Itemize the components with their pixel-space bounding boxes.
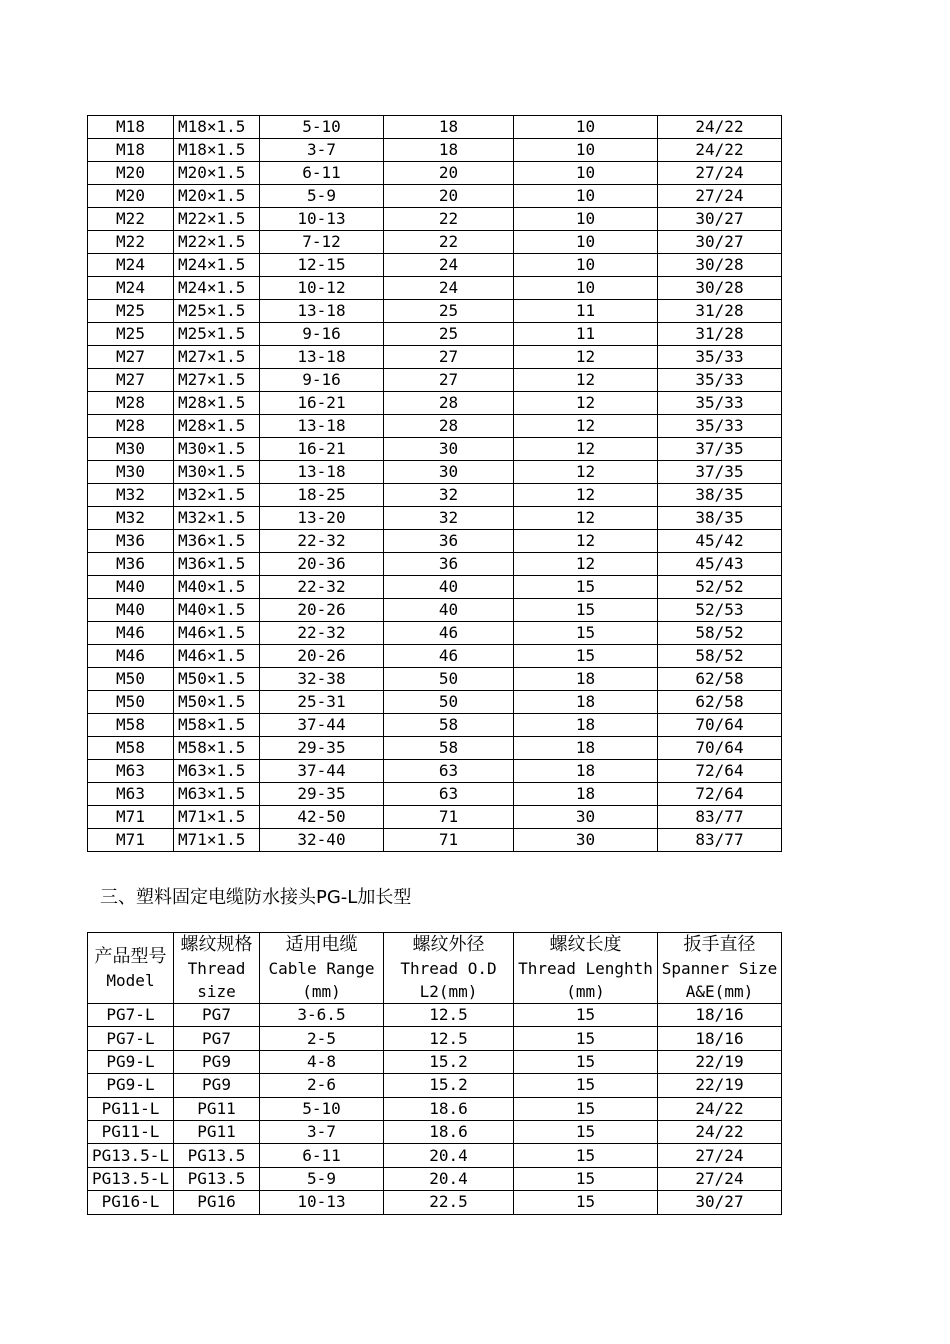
table-row xyxy=(88,254,782,277)
table-cell: 18 xyxy=(514,737,658,760)
table-cell: 22-32 xyxy=(260,576,384,599)
table-cell: PG7-L xyxy=(88,1027,174,1050)
table-cell: 13-18 xyxy=(260,461,384,484)
table-row xyxy=(88,1167,782,1190)
table-cell: PG9-L xyxy=(88,1050,174,1073)
table-cell: 30 xyxy=(514,829,658,852)
table-row xyxy=(88,1144,782,1167)
table-cell: 12-15 xyxy=(260,254,384,277)
table-cell: M22×1.5 xyxy=(174,208,260,231)
table-cell: 37/35 xyxy=(658,438,782,461)
table-cell: M36×1.5 xyxy=(174,530,260,553)
table-cell: 24 xyxy=(384,277,514,300)
table-cell: 36 xyxy=(384,530,514,553)
table-cell: M28 xyxy=(88,392,174,415)
table-row xyxy=(88,760,782,783)
table-cell: M36 xyxy=(88,553,174,576)
table-cell: 22-32 xyxy=(260,622,384,645)
table-row xyxy=(88,829,782,852)
table-cell: M32×1.5 xyxy=(174,507,260,530)
table-cell: PG13.5-L xyxy=(88,1167,174,1190)
table-cell: 24/22 xyxy=(658,1097,782,1120)
table-row xyxy=(88,185,782,208)
table-cell: 13-20 xyxy=(260,507,384,530)
table-cell: 31/28 xyxy=(658,323,782,346)
table-row xyxy=(88,1027,782,1050)
table-cell: 15 xyxy=(514,599,658,622)
table-cell: 83/77 xyxy=(658,829,782,852)
table-cell: M30 xyxy=(88,438,174,461)
table-cell: 10 xyxy=(514,185,658,208)
table-cell: 18-25 xyxy=(260,484,384,507)
table-cell: M25×1.5 xyxy=(174,323,260,346)
table-cell: 18 xyxy=(514,783,658,806)
table-cell: M22×1.5 xyxy=(174,231,260,254)
table-cell: 15 xyxy=(514,1050,658,1073)
table-cell: M58 xyxy=(88,714,174,737)
table-cell: 35/33 xyxy=(658,392,782,415)
table-cell: 29-35 xyxy=(260,783,384,806)
table-cell: M58×1.5 xyxy=(174,737,260,760)
table-row xyxy=(88,1074,782,1097)
table-row xyxy=(88,300,782,323)
table-cell: M63×1.5 xyxy=(174,783,260,806)
table-row xyxy=(88,1191,782,1214)
table-row xyxy=(88,599,782,622)
table-cell: 40 xyxy=(384,599,514,622)
table-cell: 20-36 xyxy=(260,553,384,576)
size-table-metric xyxy=(87,115,782,852)
table-cell: 20-26 xyxy=(260,645,384,668)
table-cell: 13-18 xyxy=(260,415,384,438)
table-cell: M18 xyxy=(88,139,174,162)
table-cell: 10 xyxy=(514,116,658,139)
table-cell: 31/28 xyxy=(658,300,782,323)
table-cell: 27 xyxy=(384,346,514,369)
table-cell: 22 xyxy=(384,208,514,231)
table-cell: M25 xyxy=(88,323,174,346)
table-row xyxy=(88,668,782,691)
table-cell: 63 xyxy=(384,760,514,783)
table-cell: 27 xyxy=(384,369,514,392)
table-cell: 27/24 xyxy=(658,185,782,208)
header-thread-length: 螺纹长度 Thread Lenghth (mm) xyxy=(514,933,658,1004)
table-cell: 15 xyxy=(514,645,658,668)
table-row xyxy=(88,415,782,438)
table-row xyxy=(88,530,782,553)
table-cell: 13-18 xyxy=(260,300,384,323)
table-row xyxy=(88,208,782,231)
table-row xyxy=(88,461,782,484)
section-title: 三、塑料固定电缆防水接头PG-L加长型 xyxy=(100,887,412,908)
table-cell: M30 xyxy=(88,461,174,484)
table-cell: 35/33 xyxy=(658,346,782,369)
table-cell: M63 xyxy=(88,783,174,806)
table-row xyxy=(88,553,782,576)
table-cell: 15 xyxy=(514,622,658,645)
table-cell: 28 xyxy=(384,415,514,438)
table-cell: 15 xyxy=(514,576,658,599)
table-cell: 29-35 xyxy=(260,737,384,760)
table-cell: 70/64 xyxy=(658,714,782,737)
table-cell: M46 xyxy=(88,645,174,668)
table-cell: 63 xyxy=(384,783,514,806)
table-cell: M18×1.5 xyxy=(174,116,260,139)
table-cell: 10-12 xyxy=(260,277,384,300)
table-cell: M24×1.5 xyxy=(174,277,260,300)
table-cell: 2-6 xyxy=(260,1074,384,1097)
table-cell: 58 xyxy=(384,714,514,737)
table-cell: M63×1.5 xyxy=(174,760,260,783)
table-cell: 5-10 xyxy=(260,116,384,139)
table-cell: 52/53 xyxy=(658,599,782,622)
table-row xyxy=(88,691,782,714)
table-cell: M40 xyxy=(88,576,174,599)
table-cell: 24/22 xyxy=(658,1120,782,1143)
table-cell: 18/16 xyxy=(658,1027,782,1050)
table-cell: 5-10 xyxy=(260,1097,384,1120)
table-row xyxy=(88,1004,782,1027)
table-cell: 5-9 xyxy=(260,1167,384,1190)
table-cell: M27×1.5 xyxy=(174,369,260,392)
table-cell: M50×1.5 xyxy=(174,691,260,714)
table-cell: 18 xyxy=(514,714,658,737)
table-cell: M25×1.5 xyxy=(174,300,260,323)
table-cell: M36 xyxy=(88,530,174,553)
table-row xyxy=(88,346,782,369)
table-cell: 62/58 xyxy=(658,691,782,714)
table-cell: 12 xyxy=(514,484,658,507)
table-cell: M71×1.5 xyxy=(174,806,260,829)
table-row xyxy=(88,737,782,760)
table-cell: 12 xyxy=(514,507,658,530)
table-row xyxy=(88,369,782,392)
table-cell: 10 xyxy=(514,139,658,162)
table-cell: 12.5 xyxy=(384,1004,514,1027)
table-cell: 16-21 xyxy=(260,392,384,415)
table-cell: M40 xyxy=(88,599,174,622)
table-cell: 7-12 xyxy=(260,231,384,254)
table-cell: 30/27 xyxy=(658,208,782,231)
table-cell: 32 xyxy=(384,507,514,530)
table-cell: 50 xyxy=(384,691,514,714)
table-cell: 20-26 xyxy=(260,599,384,622)
table-cell: 3-6.5 xyxy=(260,1004,384,1027)
table-cell: 72/64 xyxy=(658,783,782,806)
table-cell: 9-16 xyxy=(260,369,384,392)
table-cell: M40×1.5 xyxy=(174,599,260,622)
table-cell: 20 xyxy=(384,185,514,208)
table-cell: PG7 xyxy=(174,1004,260,1027)
table-cell: 12.5 xyxy=(384,1027,514,1050)
header-thread-od: 螺纹外径 Thread O.D L2(mm) xyxy=(384,933,514,1004)
table-cell: 46 xyxy=(384,645,514,668)
table-cell: 38/35 xyxy=(658,484,782,507)
table-row xyxy=(88,1097,782,1120)
table-cell: 22.5 xyxy=(384,1191,514,1214)
table-cell: M25 xyxy=(88,300,174,323)
table-row xyxy=(88,806,782,829)
table-cell: 15 xyxy=(514,1144,658,1167)
table-row xyxy=(88,714,782,737)
table-cell: M27 xyxy=(88,346,174,369)
size-table-metric-body xyxy=(88,116,782,852)
table-cell: M28 xyxy=(88,415,174,438)
table-cell: 38/35 xyxy=(658,507,782,530)
table-cell: 10 xyxy=(514,162,658,185)
table-cell: 15.2 xyxy=(384,1074,514,1097)
table-cell: 15.2 xyxy=(384,1050,514,1073)
table-cell: M36×1.5 xyxy=(174,553,260,576)
table-cell: 15 xyxy=(514,1097,658,1120)
table-cell: 10 xyxy=(514,254,658,277)
table-cell: M46 xyxy=(88,622,174,645)
table-cell: M24 xyxy=(88,254,174,277)
table-cell: 3-7 xyxy=(260,1120,384,1143)
table-cell: M27×1.5 xyxy=(174,346,260,369)
table-cell: 15 xyxy=(514,1004,658,1027)
table-cell: PG11 xyxy=(174,1097,260,1120)
table-row xyxy=(88,438,782,461)
table-cell: 20 xyxy=(384,162,514,185)
table-cell: 10 xyxy=(514,208,658,231)
table-cell: 12 xyxy=(514,553,658,576)
table-cell: 12 xyxy=(514,415,658,438)
table-cell: 35/33 xyxy=(658,415,782,438)
table-cell: 25 xyxy=(384,300,514,323)
table-cell: 72/64 xyxy=(658,760,782,783)
size-table-pg-l-body xyxy=(88,1004,782,1215)
table-cell: M24 xyxy=(88,277,174,300)
table-cell: M50×1.5 xyxy=(174,668,260,691)
table-cell: 6-11 xyxy=(260,162,384,185)
table-cell: 6-11 xyxy=(260,1144,384,1167)
table-cell: 35/33 xyxy=(658,369,782,392)
table-cell: 30/28 xyxy=(658,277,782,300)
table-cell: PG9 xyxy=(174,1074,260,1097)
table-cell: PG7-L xyxy=(88,1004,174,1027)
table-row xyxy=(88,323,782,346)
table-cell: 71 xyxy=(384,829,514,852)
table-cell: 62/58 xyxy=(658,668,782,691)
table-cell: 22 xyxy=(384,231,514,254)
table-cell: 25-31 xyxy=(260,691,384,714)
table-cell: M30×1.5 xyxy=(174,461,260,484)
table-cell: 22-32 xyxy=(260,530,384,553)
table-cell: PG9-L xyxy=(88,1074,174,1097)
table-cell: 37-44 xyxy=(260,714,384,737)
table-cell: 37-44 xyxy=(260,760,384,783)
table-cell: 18 xyxy=(514,668,658,691)
table-cell: M28×1.5 xyxy=(174,415,260,438)
table-cell: 20.4 xyxy=(384,1167,514,1190)
table-row xyxy=(88,576,782,599)
table-cell: 27/24 xyxy=(658,1144,782,1167)
table-cell: 12 xyxy=(514,438,658,461)
table-cell: 15 xyxy=(514,1120,658,1143)
table-cell: M50 xyxy=(88,668,174,691)
table-row xyxy=(88,645,782,668)
header-model: 产品型号 Model xyxy=(88,933,174,1004)
table-cell: 12 xyxy=(514,369,658,392)
table-cell: 30/27 xyxy=(658,1191,782,1214)
table-cell: 15 xyxy=(514,1191,658,1214)
table-cell: 24 xyxy=(384,254,514,277)
table-cell: 32-40 xyxy=(260,829,384,852)
table-cell: 24/22 xyxy=(658,116,782,139)
table-row xyxy=(88,116,782,139)
table-cell: M24×1.5 xyxy=(174,254,260,277)
table-cell: M71 xyxy=(88,806,174,829)
table-row xyxy=(88,1050,782,1073)
table-cell: M71×1.5 xyxy=(174,829,260,852)
table-cell: 4-8 xyxy=(260,1050,384,1073)
table-cell: PG16 xyxy=(174,1191,260,1214)
table-cell: 40 xyxy=(384,576,514,599)
table-cell: 30 xyxy=(384,461,514,484)
table-cell: M50 xyxy=(88,691,174,714)
table-row xyxy=(88,139,782,162)
table-cell: M58 xyxy=(88,737,174,760)
table-cell: 22/19 xyxy=(658,1050,782,1073)
table-cell: PG16-L xyxy=(88,1191,174,1214)
table-cell: M32 xyxy=(88,507,174,530)
table-cell: M22 xyxy=(88,231,174,254)
table-row xyxy=(88,392,782,415)
table-cell: PG11 xyxy=(174,1120,260,1143)
table-cell: 18.6 xyxy=(384,1097,514,1120)
table-row xyxy=(88,783,782,806)
table-cell: 10 xyxy=(514,231,658,254)
table-cell: M20×1.5 xyxy=(174,162,260,185)
table-cell: 18 xyxy=(384,139,514,162)
table-cell: 28 xyxy=(384,392,514,415)
table-cell: PG13.5 xyxy=(174,1144,260,1167)
table-cell: 36 xyxy=(384,553,514,576)
header-cable-range: 适用电缆 Cable Range (mm) xyxy=(260,933,384,1004)
table-cell: PG13.5-L xyxy=(88,1144,174,1167)
table-cell: 3-7 xyxy=(260,139,384,162)
table-cell: 12 xyxy=(514,461,658,484)
table-cell: 30 xyxy=(384,438,514,461)
size-table-pg-l xyxy=(87,932,782,1215)
table-cell: M63 xyxy=(88,760,174,783)
table-cell: 10 xyxy=(514,277,658,300)
table-cell: 12 xyxy=(514,346,658,369)
table-cell: 2-5 xyxy=(260,1027,384,1050)
table-row xyxy=(88,1120,782,1143)
table-cell: 83/77 xyxy=(658,806,782,829)
table-cell: 11 xyxy=(514,300,658,323)
table-cell: M27 xyxy=(88,369,174,392)
table-cell: 45/42 xyxy=(658,530,782,553)
table-cell: 12 xyxy=(514,392,658,415)
table-row xyxy=(88,507,782,530)
table-cell: M20 xyxy=(88,162,174,185)
table-cell: M46×1.5 xyxy=(174,622,260,645)
table-cell: M22 xyxy=(88,208,174,231)
table-cell: PG11-L xyxy=(88,1097,174,1120)
table-cell: M18×1.5 xyxy=(174,139,260,162)
table-cell: 24/22 xyxy=(658,139,782,162)
table-cell: 27/24 xyxy=(658,1167,782,1190)
table-cell: PG7 xyxy=(174,1027,260,1050)
table-cell: 58 xyxy=(384,737,514,760)
table-cell: 46 xyxy=(384,622,514,645)
table-cell: 13-18 xyxy=(260,346,384,369)
table-cell: M28×1.5 xyxy=(174,392,260,415)
table-cell: 18.6 xyxy=(384,1120,514,1143)
table-cell: 18 xyxy=(384,116,514,139)
table-row xyxy=(88,484,782,507)
table-cell: M32 xyxy=(88,484,174,507)
table-cell: 50 xyxy=(384,668,514,691)
table-cell: 9-16 xyxy=(260,323,384,346)
table-cell: 18 xyxy=(514,760,658,783)
table-cell: 45/43 xyxy=(658,553,782,576)
table-cell: 12 xyxy=(514,530,658,553)
table-row xyxy=(88,231,782,254)
table-cell: 58/52 xyxy=(658,622,782,645)
table-cell: M71 xyxy=(88,829,174,852)
table-cell: 52/52 xyxy=(658,576,782,599)
table-cell: 10-13 xyxy=(260,208,384,231)
table-cell: M18 xyxy=(88,116,174,139)
table-cell: 20.4 xyxy=(384,1144,514,1167)
table-row xyxy=(88,277,782,300)
table-cell: 5-9 xyxy=(260,185,384,208)
table-cell: 32-38 xyxy=(260,668,384,691)
table-cell: 18/16 xyxy=(658,1004,782,1027)
table-cell: M40×1.5 xyxy=(174,576,260,599)
table-cell: M58×1.5 xyxy=(174,714,260,737)
table-cell: M20 xyxy=(88,185,174,208)
table-cell: 70/64 xyxy=(658,737,782,760)
table-cell: 32 xyxy=(384,484,514,507)
table-cell: M46×1.5 xyxy=(174,645,260,668)
table-cell: 15 xyxy=(514,1167,658,1190)
table-cell: 18 xyxy=(514,691,658,714)
header-thread-size: 螺纹规格 Thread size xyxy=(174,933,260,1004)
table-cell: 30/27 xyxy=(658,231,782,254)
table-cell: 58/52 xyxy=(658,645,782,668)
table-row xyxy=(88,162,782,185)
table-cell: M30×1.5 xyxy=(174,438,260,461)
table-cell: 16-21 xyxy=(260,438,384,461)
table-cell: M20×1.5 xyxy=(174,185,260,208)
table-cell: 71 xyxy=(384,806,514,829)
table-cell: PG13.5 xyxy=(174,1167,260,1190)
table-cell: PG11-L xyxy=(88,1120,174,1143)
header-spanner-size: 扳手直径 Spanner Size A&E(mm) xyxy=(658,933,782,1004)
table-cell: PG9 xyxy=(174,1050,260,1073)
table-cell: 42-50 xyxy=(260,806,384,829)
table-cell: 25 xyxy=(384,323,514,346)
table-cell: 10-13 xyxy=(260,1191,384,1214)
table-row xyxy=(88,622,782,645)
table-header-row xyxy=(88,933,782,1004)
table-cell: 11 xyxy=(514,323,658,346)
table-cell: M32×1.5 xyxy=(174,484,260,507)
table-cell: 15 xyxy=(514,1027,658,1050)
table-cell: 22/19 xyxy=(658,1074,782,1097)
table-cell: 30/28 xyxy=(658,254,782,277)
table-cell: 30 xyxy=(514,806,658,829)
table-cell: 27/24 xyxy=(658,162,782,185)
table-cell: 37/35 xyxy=(658,461,782,484)
table-cell: 15 xyxy=(514,1074,658,1097)
